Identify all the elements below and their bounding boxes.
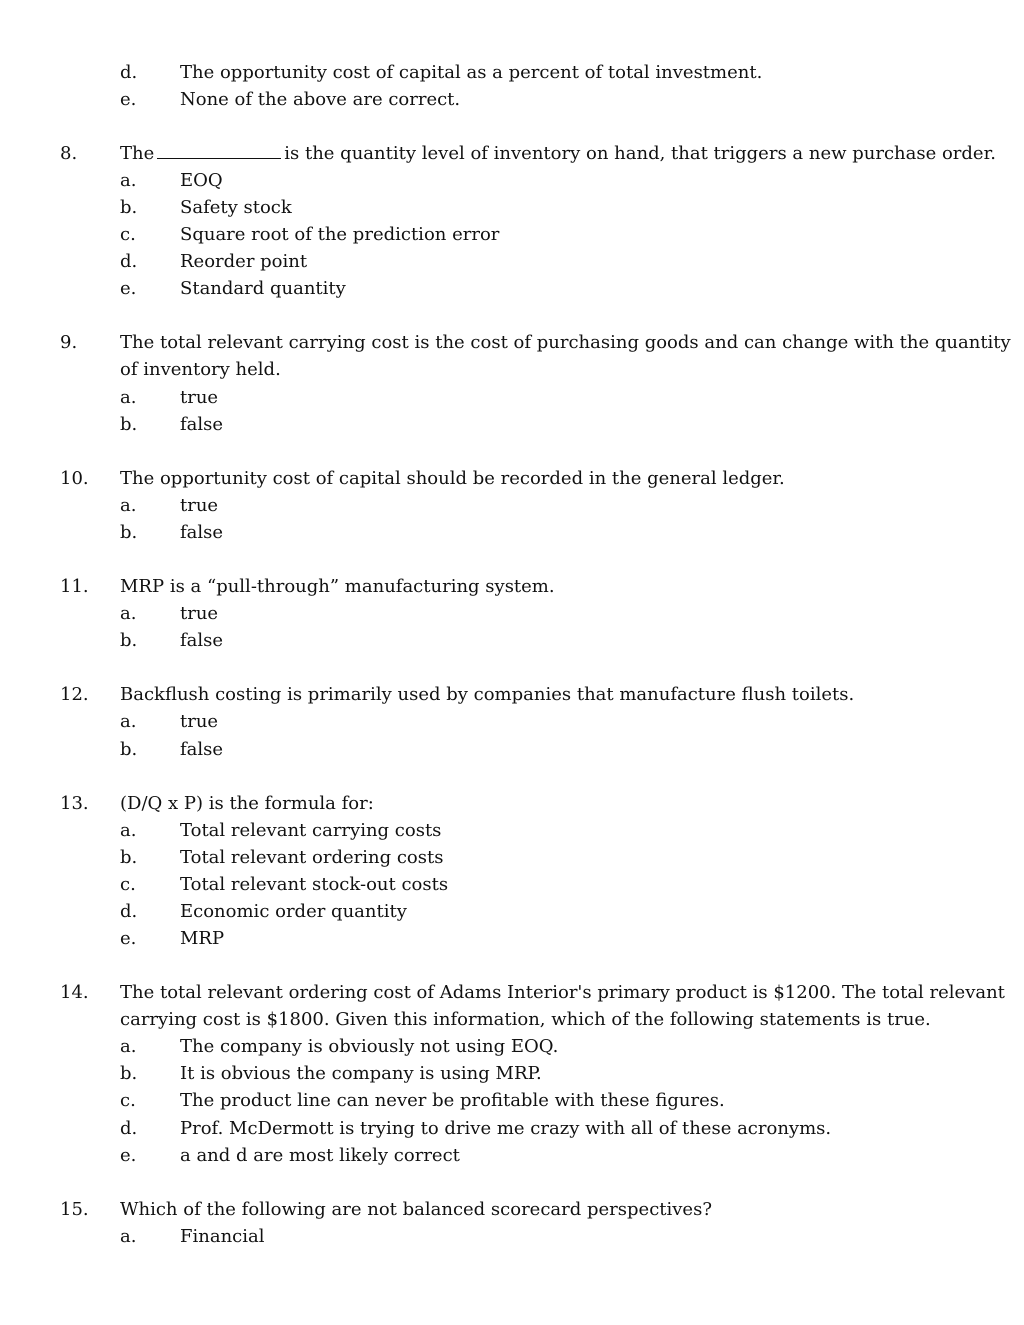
q14-option-c-text: The product line can never be profitable with these figures. <box>180 1090 725 1111</box>
q9-option-b-text: false <box>180 414 224 435</box>
q12-stem: Backflush costing is primarily used by companies that manufacture flush toilets. <box>120 684 855 705</box>
q11-option-a-text: true <box>180 603 219 624</box>
q8-option-d-letter: d. <box>120 251 138 272</box>
q9-option-b-letter: b. <box>120 414 138 435</box>
q9-option-a-letter: a. <box>120 387 137 408</box>
q14-option-d-text: Prof. McDermott is trying to drive me crazy with all of these acronyms. <box>180 1118 832 1139</box>
q8-option-a-text: EOQ <box>180 170 223 191</box>
q14-number: 14. <box>60 982 89 1003</box>
q8-option-d-text: Reorder point <box>180 251 308 272</box>
q8-number: 8. <box>60 143 78 164</box>
q8-option-e-letter: e. <box>120 278 137 299</box>
q13-option-a-text: Total relevant carrying costs <box>180 820 442 841</box>
q9-stem-line2: of inventory held. <box>120 359 281 380</box>
q13-option-d-letter: d. <box>120 901 138 922</box>
q14-stem-line1: The total relevant ordering cost of Adams Interior's primary product is $1200. The total relevant <box>120 982 1005 1003</box>
q12-number: 12. <box>60 684 89 705</box>
q11-number: 11. <box>60 576 89 597</box>
q12-option-a-letter: a. <box>120 711 137 732</box>
q13-option-b-letter: b. <box>120 847 138 868</box>
q7-option-d-text: The opportunity cost of capital as a percent of total investment. <box>180 62 763 83</box>
q7-option-d-letter: d. <box>120 62 138 83</box>
q8-option-a-letter: a. <box>120 170 137 191</box>
q8-option-c-letter: c. <box>120 224 136 245</box>
q11-option-a-letter: a. <box>120 603 137 624</box>
q12-option-b-letter: b. <box>120 739 138 760</box>
q8-option-c-text: Square root of the prediction error <box>180 224 500 245</box>
q14-option-a-letter: a. <box>120 1036 137 1057</box>
q10-stem: The opportunity cost of capital should be recorded in the general ledger. <box>120 468 785 489</box>
q13-option-e-text: MRP <box>180 928 225 949</box>
q10-number: 10. <box>60 468 89 489</box>
q8-stem-before: The <box>120 143 155 164</box>
q10-option-b-letter: b. <box>120 522 138 543</box>
q12-option-a-text: true <box>180 711 219 732</box>
q14-option-b-text: It is obvious the company is using MRP. <box>180 1063 542 1084</box>
q11-stem: MRP is a “pull-through” manufacturing system. <box>120 576 555 597</box>
q14-stem-line2: carrying cost is $1800. Given this information, which of the following statements is true. <box>120 1009 931 1030</box>
q14-option-a-text: The company is obviously not using EOQ. <box>180 1036 559 1057</box>
q9-stem-line1: The total relevant carrying cost is the cost of purchasing goods and can change with the quantity <box>120 332 1011 353</box>
q8-option-e-text: Standard quantity <box>180 278 346 299</box>
q13-option-d-text: Economic order quantity <box>180 901 407 922</box>
q13-option-c-text: Total relevant stock-out costs <box>180 874 449 895</box>
q8-answer-blank <box>157 143 281 159</box>
q13-option-a-letter: a. <box>120 820 137 841</box>
q10-option-b-text: false <box>180 522 224 543</box>
q14-option-e-letter: e. <box>120 1145 137 1166</box>
q8-option-b-letter: b. <box>120 197 138 218</box>
q8-stem-after: is the quantity level of inventory on hand, that triggers a new purchase order. <box>284 143 996 164</box>
q15-number: 15. <box>60 1199 89 1220</box>
q14-option-e-text: a and d are most likely correct <box>180 1145 460 1166</box>
q15-option-a-text: Financial <box>180 1226 265 1247</box>
q9-number: 9. <box>60 332 78 353</box>
q10-option-a-letter: a. <box>120 495 137 516</box>
q9-option-a-text: true <box>180 387 219 408</box>
q13-number: 13. <box>60 793 89 814</box>
q13-option-b-text: Total relevant ordering costs <box>180 847 444 868</box>
q14-option-d-letter: d. <box>120 1118 138 1139</box>
q12-option-b-text: false <box>180 739 224 760</box>
q15-option-a-letter: a. <box>120 1226 137 1247</box>
q11-option-b-letter: b. <box>120 630 138 651</box>
q8-option-b-text: Safety stock <box>180 197 292 218</box>
q7-option-e-text: None of the above are correct. <box>180 89 461 110</box>
q8-stem <box>120 140 996 167</box>
q13-stem: (D/Q x P) is the formula for: <box>120 793 374 814</box>
q14-option-c-letter: c. <box>120 1090 136 1111</box>
q7-option-e-letter: e. <box>120 89 137 110</box>
q13-option-e-letter: e. <box>120 928 137 949</box>
q11-option-b-text: false <box>180 630 224 651</box>
q10-option-a-text: true <box>180 495 219 516</box>
q13-option-c-letter: c. <box>120 874 136 895</box>
q14-option-b-letter: b. <box>120 1063 138 1084</box>
q15-stem: Which of the following are not balanced scorecard perspectives? <box>120 1199 712 1220</box>
